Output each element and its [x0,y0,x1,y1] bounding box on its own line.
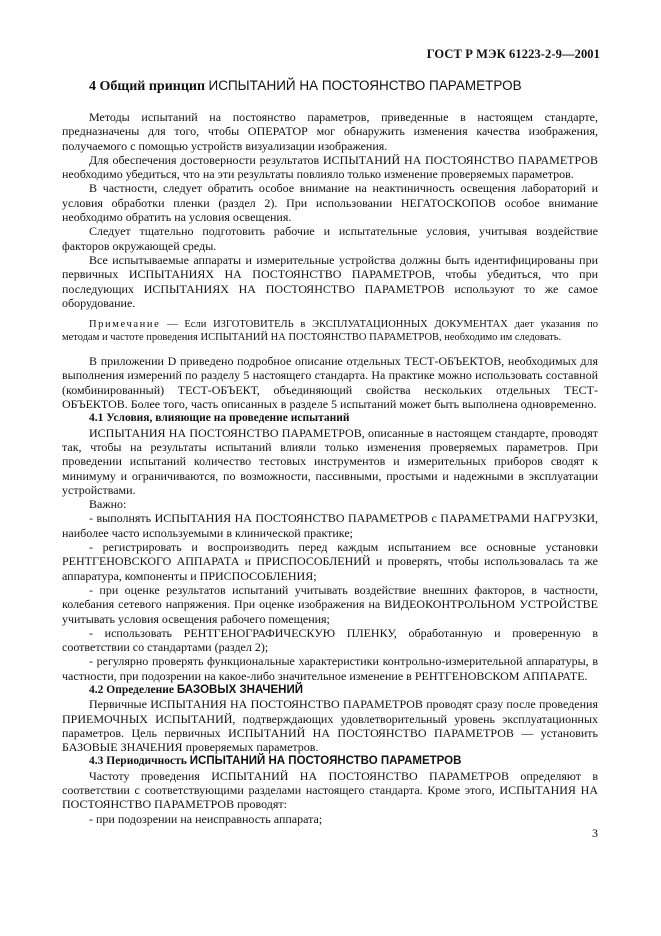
list-item: - при оценке результатов испытаний учитывать воздействие внешних факторов, в частности, колебания сетевого напряжения. При оценке изображения на ВИДЕОКОНТРОЛЬНОМ УСТРОЙСТВЕ учитывать условия освещения рабочего помещения; [62,582,598,626]
paragraph: Следует тщательно подготовить рабочие и испытательные условия, учитывая воздействие факторов окружающей среды. [62,224,598,253]
paragraph: Для обеспечения достоверности результатов ИСПЫТАНИЙ НА ПОСТОЯНСТВО ПАРАМЕТРОВ необходимо убедиться, что на эти результаты повлияло только изменение проверяемых параметров. [62,152,598,182]
paragraph: В приложении D приведено подробное описание отдельных ТЕСТ-ОБЪЕКТОВ, необходимых для выполнения измерений по разделу 5 настоящего стандарта. На практике можно использовать составной (комбинированный) ТЕСТ-ОБЪЕКТ, объединяющий свойства нескольких отдельных ТЕСТ-ОБЪЕКТОВ. Более того, часть описанных в разделе 5 испытаний может быть выполнена одновременно. [62,354,598,412]
heading-number: 4.3 Периодичность [89,755,187,768]
heading-caps: ИСПЫТАНИЙ НА ПОСТОЯНСТВО ПАРАМЕТРОВ [189,755,462,768]
paragraph: В частности, следует обратить особое внимание на неактиничность освещения лабораторий и условия обработки пленки (раздел 2). При использовании НЕГАТОСКОПОВ особое внимание необходимо обратить на условия освещения. [62,181,598,225]
section-title [89,77,598,96]
page-number: 3 [592,826,598,840]
note-label: Примечание [89,319,161,331]
paragraph: Частоту проведения ИСПЫТАНИЙ НА ПОСТОЯНСТВО ПАРАМЕТРОВ определяют в соответствии с соответствующими разделами настоящего стандарта. Кроме этого, ИСПЫТАНИЯ НА ПОСТОЯНСТВО ПАРАМЕТРОВ проводят: [62,768,598,812]
heading-number: 4.2 Определение [89,683,175,696]
subsection-heading-4-1: 4.1 Условия, влияющие на проведение испытаний [89,412,350,425]
subsection-heading-4-3 [62,754,598,768]
list-item: - регистрировать и воспроизводить перед каждым испытанием все основные установки РЕНТГЕНОВСКОГО АППАРАТА и ПРИСПОСОБЛЕНИЙ и проверять, чтобы использовалась та же аппаратура, компоненты и ПРИСПОСОБЛЕНИЯ; [62,540,598,583]
paragraph: ИСПЫТАНИЯ НА ПОСТОЯНСТВО ПАРАМЕТРОВ, описанные в настоящем стандарте, проводят так, чтобы на результаты испытаний влияли только изменения проверяемых параметров. При проведении испытаний количество тестовых инструментов и измерительных приборов сводят к минимуму и ограничиваются, по возможности, пассивными, простыми и надежными в эксплуатации устройствами. [62,425,598,497]
subsection-heading-4-2 [62,683,598,697]
list-item: - выполнять ИСПЫТАНИЯ НА ПОСТОЯНСТВО ПАРАМЕТРОВ с ПАРАМЕТРАМИ НАГРУЗКИ, наиболее часто используемыми в клинической практике; [62,511,598,540]
paragraph: Первичные ИСПЫТАНИЯ НА ПОСТОЯНСТВО ПАРАМЕТРОВ проводят сразу после проведения ПРИЕМОЧНЫХ ИСПЫТАНИЙ, подтверждающих удовлетворительный уровень эксплуатационных параметров. Цель первичных ИСПЫТАНИЙ НА ПОСТОЯНСТВО ПАРАМЕТРОВ — установить БАЗОВЫЕ ЗНАЧЕНИЯ проверяемых параметров. [62,697,598,755]
note-text: — Если ИЗГОТОВИТЕЛЬ в ЭКСПЛУАТАЦИОННЫХ ДОКУМЕНТАХ дает указания по методам и частоте проведения ИСПЫТАНИЙ НА ПОСТОЯНСТВО ПАРАМЕТРОВ, необходимо им следовать. [62,319,598,344]
list-item: - при подозрении на неисправность аппарата; [89,811,323,826]
list-item: - регулярно проверять функциональные характеристики контрольно-измерительной аппаратуры, в частности, при подозрении на какое-либо значительное изменение в РЕНТГЕНОВСКОМ АППАРАТЕ. [62,654,598,683]
heading-caps: БАЗОВЫХ ЗНАЧЕНИЙ [176,683,303,696]
section-title-word: Общий принцип [99,79,206,94]
note [62,318,598,344]
paragraph: Важно: [89,497,127,512]
paragraph: Методы испытаний на постоянство параметров, приведенные в настоящем стандарте, предназначены для того, чтобы ОПЕРАТОР мог обнаружить изменения качества изображения, получаемого с помощью устройств визуализации изображения. [62,110,598,153]
section-number: 4 [89,79,96,94]
page-content [62,77,598,826]
paragraph: Все испытываемые аппараты и измерительные устройства должны быть идентифицированы при первичных ИСПЫТАНИЯХ НА ПОСТОЯНСТВО ПАРАМЕТРОВ, чтобы убедиться, что при последующих ИСПЫТАНИЯХ НА ПОСТОЯНСТВО ПАРАМЕТРОВ используют то же самое оборудование. [62,252,598,310]
standard-designation: ГОСТ Р МЭК 61223-2-9—2001 [426,47,600,61]
list-item: - использовать РЕНТГЕНОГРАФИЧЕСКУЮ ПЛЕНКУ, обработанную и проверенную в соответствии со стандартами (раздел 2); [62,625,598,655]
section-title-caps: ИСПЫТАНИЙ НА ПОСТОЯНСТВО ПАРАМЕТРОВ [208,78,522,93]
